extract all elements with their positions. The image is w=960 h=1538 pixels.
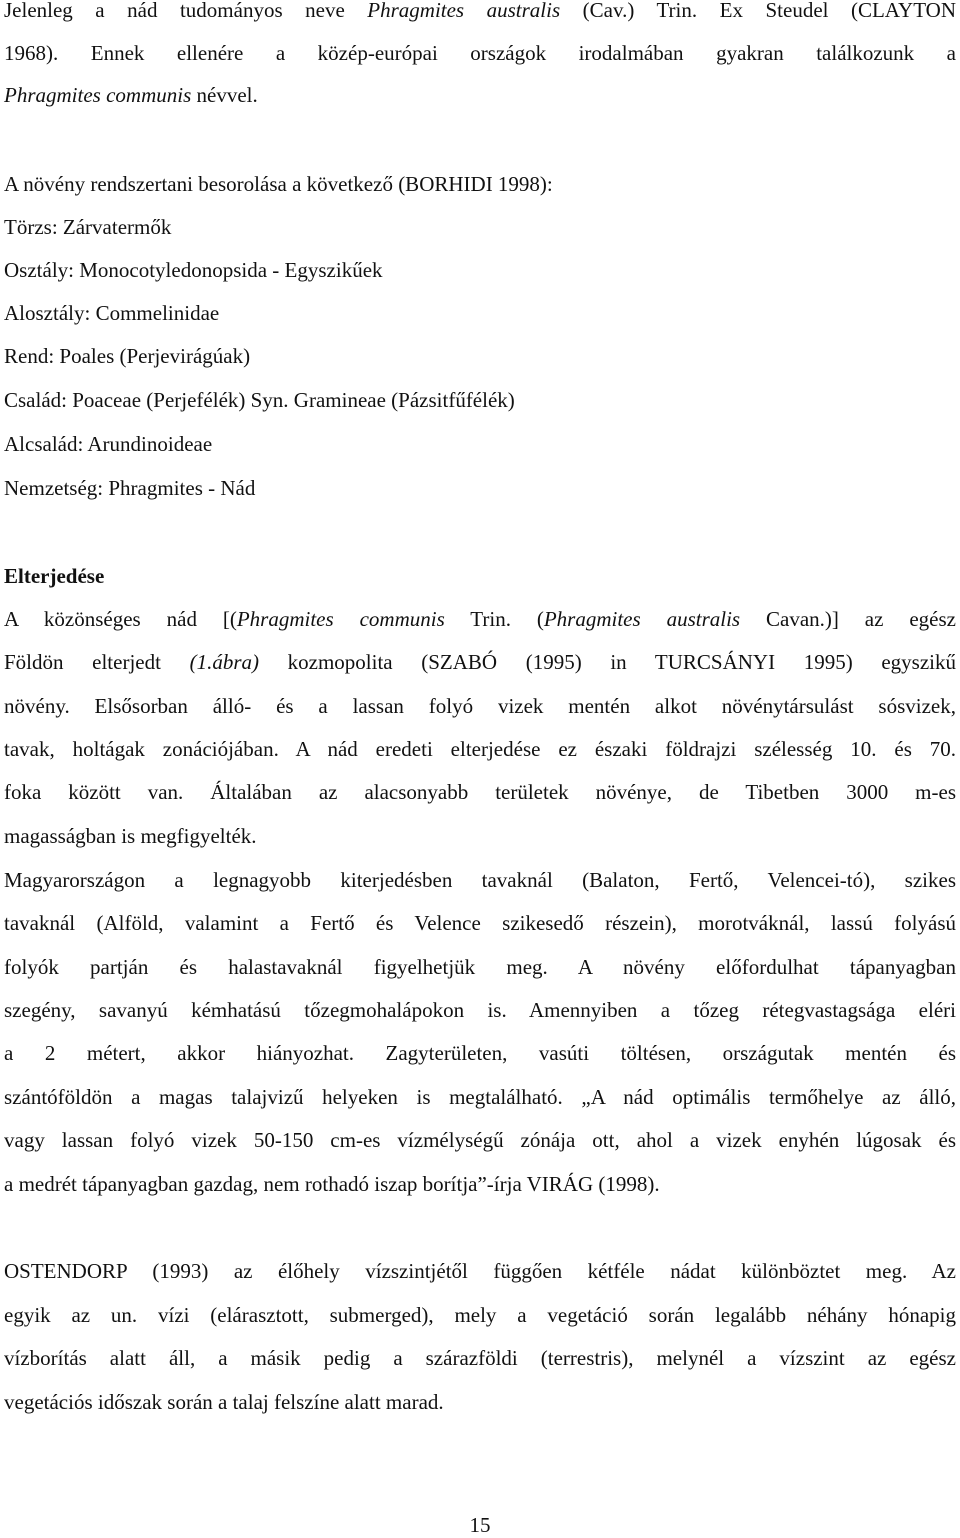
paragraph-line: tavak, holtágak zonációjában. A nád eredeti elterjedése ez északi földrajzi szélesség 10. és 70.: [4, 737, 956, 761]
species-name: Phragmites communis: [4, 83, 192, 107]
paragraph-line: Földön elterjedt (1.ábra) kozmopolita (SZABÓ (1995) in TURCSÁNYI 1995) egyszikű: [4, 650, 956, 674]
paragraph-line: szántóföldön a magas talajvizű helyeken is megtalálható. „A nád optimális termőhelye az álló,: [4, 1085, 956, 1109]
paragraph-line: szegény, savanyú kémhatású tőzegmohalápokon is. Amennyiben a tőzeg rétegvastagsága eléri: [4, 998, 956, 1022]
paragraph-line: foka között van. Általában az alacsonyabb területek növénye, de Tibetben 3000 m-es: [4, 780, 956, 804]
paragraph-line: vízborítás alatt áll, a másik pedig a szárazföldi (terrestris), melynél a vízszint az egész: [4, 1346, 956, 1370]
paragraph-line: egyik az un. vízi (elárasztott, submerged), mely a vegetáció során legalább néhány hónapig: [4, 1303, 956, 1327]
taxonomy-item: Rend: Poales (Perjevirágúak): [4, 344, 251, 368]
taxonomy-item: Osztály: Monocotyledonopsida - Egyszikűek: [4, 258, 383, 282]
paragraph-line: magasságban is megfigyelték.: [4, 824, 257, 848]
taxonomy-item: Alosztály: Commelinidae: [4, 301, 220, 325]
paragraph-line: Magyarországon a legnagyobb kiterjedésben tavaknál (Balaton, Fertő, Velencei-tó), szikes: [4, 868, 956, 892]
paragraph-line: a medrét tápanyagban gazdag, nem rothadó iszap borítja”-írja VIRÁG (1998).: [4, 1172, 660, 1196]
intro-line-1: Jelenleg a nád tudományos neve Phragmites australis (Cav.) Trin. Ex Steudel (CLAYTON: [4, 0, 956, 22]
intro-line-2: 1968). Ennek ellenére a közép-európai országok irodalmában gyakran találkozunk a: [4, 41, 956, 65]
paragraph-line: OSTENDORP (1993) az élőhely vízszintjétől függően kétféle nádat különböztet meg. Az: [4, 1259, 956, 1283]
taxonomy-item: Nemzetség: Phragmites - Nád: [4, 476, 256, 500]
paragraph-line: folyók partján és halastavaknál figyelhetjük meg. A növény előfordulhat tápanyagban: [4, 955, 956, 979]
paragraph-line: növény. Elsősorban álló- és a lassan folyó vizek mentén alkot növénytársulást sósvizek,: [4, 694, 956, 718]
species-name: Phragmites australis: [367, 0, 561, 22]
taxonomy-item: Alcsalád: Arundinoideae: [4, 432, 213, 456]
paragraph-line: tavaknál (Alföld, valamint a Fertő és Velence szikesedő részein), morotváknál, lassú folyású: [4, 911, 956, 935]
paragraph-line: vegetációs időszak során a talaj felszíne alatt marad.: [4, 1390, 444, 1414]
intro-line-3: Phragmites communis névvel.: [4, 83, 258, 107]
taxonomy-item: Törzs: Zárvatermők: [4, 215, 172, 239]
paragraph-line: A közönséges nád [(Phragmites communis Trin. (Phragmites australis Cavan.)] az egész: [4, 607, 956, 631]
figure-reference: (1.ábra): [189, 650, 259, 674]
paragraph-line: a 2 métert, akkor hiányozhat. Zagyterületen, vasúti töltésen, országutak mentén és: [4, 1041, 956, 1065]
taxonomy-item: Család: Poaceae (Perjefélék) Syn. Gramineae (Pázsitfűfélék): [4, 388, 515, 412]
section-heading: Elterjedése: [4, 564, 105, 588]
taxonomy-heading: A növény rendszertani besorolása a következő (BORHIDI 1998):: [4, 172, 553, 196]
paragraph-line: vagy lassan folyó vizek 50-150 cm-es vízmélységű zónája ott, ahol a vizek enyhén lúgosak és: [4, 1128, 956, 1152]
page-number: 15: [469, 1513, 491, 1537]
